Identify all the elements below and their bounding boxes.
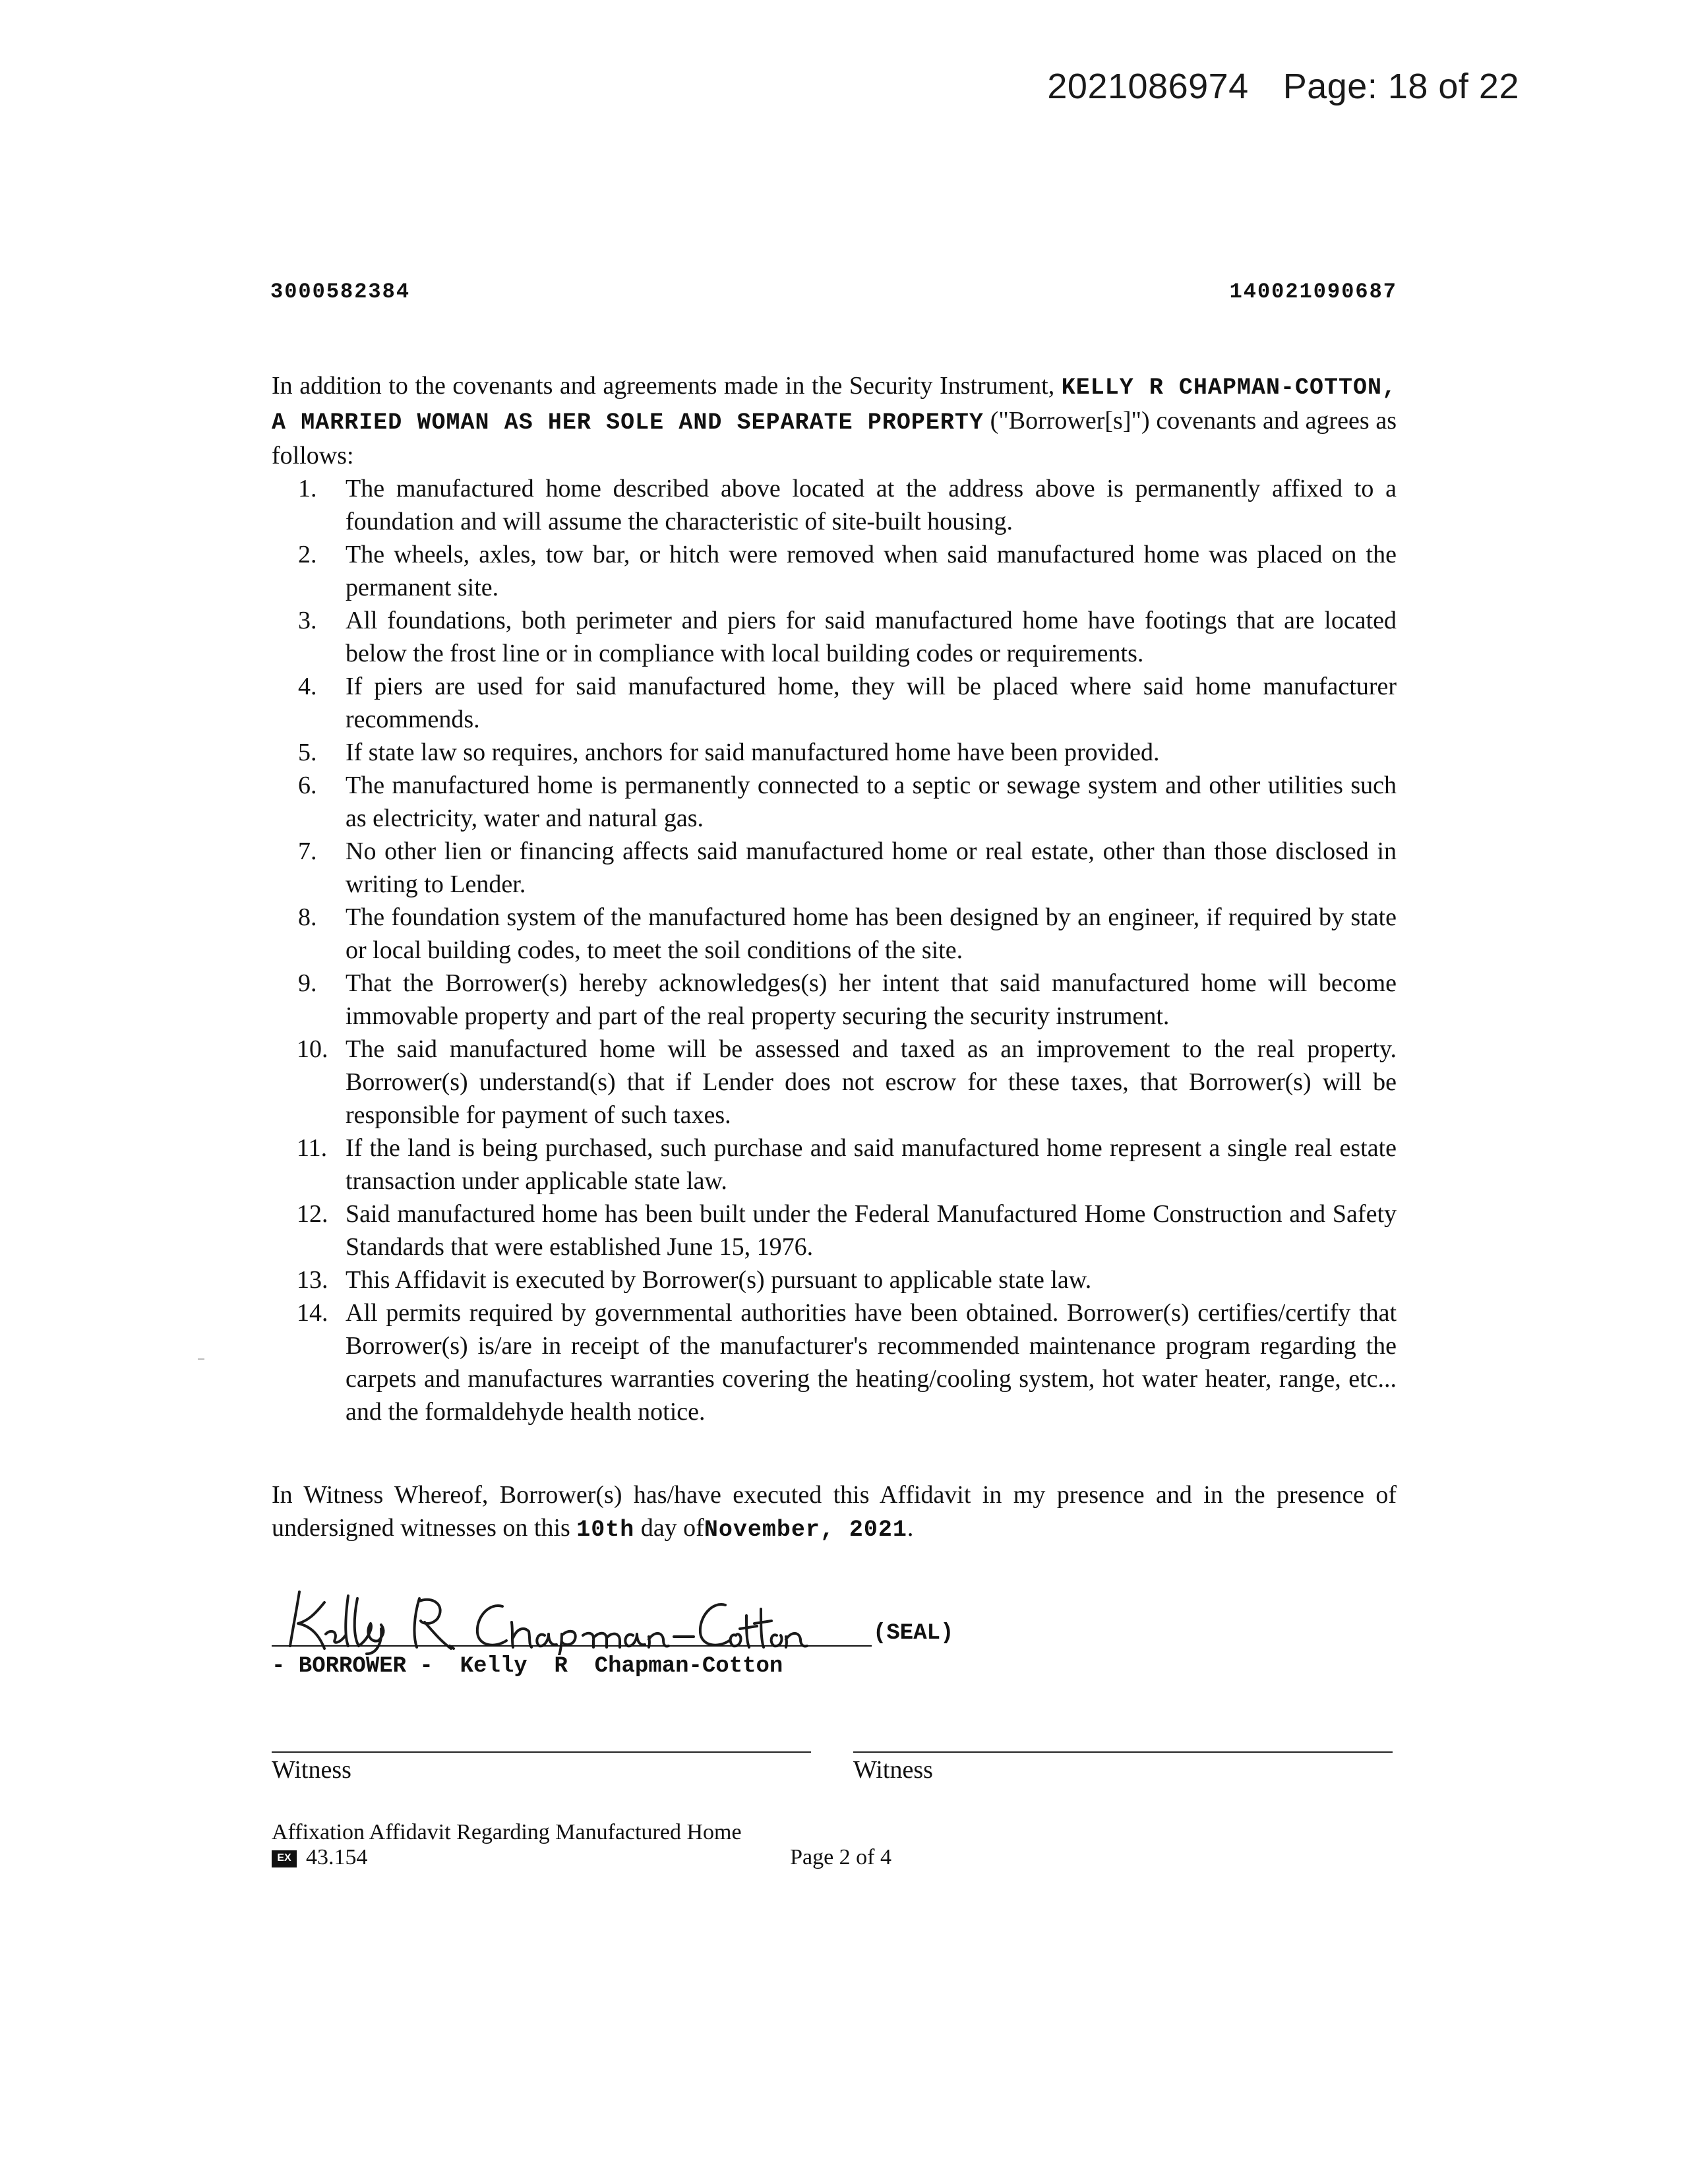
list-number: 4. [298, 673, 317, 700]
seal-label: (SEAL) [873, 1621, 954, 1646]
witness-right-label: Witness [853, 1756, 933, 1784]
list-number: 8. [298, 903, 317, 931]
list-text: All permits required by governmental authorities have been obtained. Borrower(s) certifies/certify that Borrower(s) is/are in receipt of the manufacturer's recommended maintenance program regarding the carpets and manufactures warranties covering the heating/cooling system, hot water heater, range, etc... and the formaldehyde health notice. [346, 1299, 1397, 1426]
page-counter: Page: 18 of 22 [1282, 67, 1519, 106]
execution-date: November, 2021 [704, 1517, 907, 1543]
intro-lead: In addition to the covenants and agreements made in the Security Instrument, [272, 372, 1055, 400]
list-item [272, 835, 1397, 901]
list-item [272, 736, 1397, 769]
list-item [272, 472, 1397, 538]
list-item [272, 1263, 1397, 1296]
list-item [272, 670, 1397, 736]
form-page: Page 2 of 4 [790, 1845, 891, 1869]
form-title: Affixation Affidavit Regarding Manufactured Home [272, 1820, 742, 1844]
witness-left [272, 1749, 811, 1784]
borrower-signature-block [272, 1583, 997, 1701]
form-number: 43.154 [306, 1845, 368, 1869]
list-text: The foundation system of the manufactured home has been designed by an engineer, if required by state or local building codes, to meet the soil conditions of the site. [346, 903, 1397, 964]
list-text: This Affidavit is executed by Borrower(s) pursuant to applicable state law. [346, 1266, 1092, 1294]
affidavit-body [272, 369, 1397, 1428]
list-number: 9. [298, 969, 317, 997]
loan-identifiers [270, 280, 1397, 304]
list-text: The said manufactured home will be assessed and taxed as an improvement to the real property. Borrower(s) understand(s) that if Lender does not escrow for these taxes, that Borrower(s) will be responsible for payment of such taxes. [346, 1035, 1397, 1129]
list-text: The wheels, axles, tow bar, or hitch were removed when said manufactured home was placed on the permanent site. [346, 541, 1397, 601]
list-number: 13. [297, 1266, 328, 1294]
list-item [272, 538, 1397, 604]
witness-mid: day of [640, 1514, 704, 1542]
list-text: Said manufactured home has been built under the Federal Manufactured Home Construction and Safety Standards that were established June 15, 1976. [346, 1200, 1397, 1261]
list-number: 5. [298, 739, 317, 766]
witness-right-line [853, 1749, 1393, 1753]
handwritten-signature [285, 1583, 812, 1655]
list-text: No other lien or financing affects said manufactured home or real estate, other than those disclosed in writing to Lender. [346, 837, 1397, 898]
borrower-label: - BORROWER - Kelly R Chapman-Cotton [272, 1654, 783, 1679]
list-number: 2. [298, 541, 317, 568]
list-number: 11. [297, 1134, 328, 1162]
list-item [272, 1296, 1397, 1428]
loan-id-left: 3000582384 [270, 280, 411, 304]
list-text: If the land is being purchased, such purchase and said manufactured home represent a single real estate transaction under applicable state law. [346, 1134, 1397, 1195]
document-number: 2021086974 [1047, 67, 1249, 106]
witness-left-label: Witness [272, 1756, 351, 1784]
list-text: That the Borrower(s) hereby acknowledges(s) her intent that said manufactured home will become immovable property and part of the real property securing the security instrument. [346, 969, 1397, 1030]
scan-mark [198, 1358, 204, 1360]
covenant-list [272, 472, 1397, 1428]
list-text: If piers are used for said manufactured home, they will be placed where said home manufacturer recommends. [346, 673, 1397, 733]
form-id [272, 1845, 368, 1870]
list-number: 7. [298, 837, 317, 865]
witness-end: . [907, 1514, 914, 1542]
list-text: The manufactured home described above located at the address above is permanently affixed to a foundation and will assume the characteristic of site-built housing. [346, 475, 1397, 535]
list-number: 12. [297, 1200, 328, 1228]
intro-tail: ("Borrower[s]") covenants and agrees as follows: [272, 407, 1397, 470]
list-number: 6. [298, 772, 317, 799]
witness-statement [272, 1478, 1397, 1546]
ex-icon: EX [272, 1850, 297, 1867]
list-item [272, 901, 1397, 967]
page-stamp [1047, 66, 1519, 107]
loan-id-right: 140021090687 [1229, 280, 1397, 304]
list-item [272, 604, 1397, 670]
list-number: 1. [298, 475, 317, 502]
list-text: If state law so requires, anchors for said manufactured home have been provided. [346, 739, 1160, 766]
form-footer-row [272, 1845, 891, 1870]
witness-lead: In Witness Whereof, Borrower(s) has/have executed this Affidavit in my presence and in the presence of undersigned witnesses on this [272, 1481, 1397, 1542]
execution-day: 10th [576, 1517, 635, 1543]
witness-right [853, 1749, 1393, 1784]
intro-paragraph [272, 369, 1397, 472]
signature-line [272, 1645, 872, 1647]
list-text: The manufactured home is permanently connected to a septic or sewage system and other utilities such as electricity, water and natural gas. [346, 772, 1397, 832]
witness-left-line [272, 1749, 811, 1753]
borrower-name: KELLY R CHAPMAN-COTTON, A MARRIED WOMAN AS HER SOLE AND SEPARATE PROPERTY [272, 375, 1397, 436]
list-item [272, 1198, 1397, 1263]
list-item [272, 1033, 1397, 1132]
list-number: 14. [297, 1299, 328, 1327]
list-item [272, 769, 1397, 835]
list-item [272, 967, 1397, 1033]
form-footer [272, 1820, 905, 1870]
list-number: 10. [297, 1035, 328, 1063]
list-text: All foundations, both perimeter and piers for said manufactured home have footings that are located below the frost line or in compliance with local building codes or requirements. [346, 607, 1397, 667]
list-number: 3. [298, 607, 317, 634]
list-item [272, 1132, 1397, 1198]
witness-signatures [272, 1749, 1397, 1802]
